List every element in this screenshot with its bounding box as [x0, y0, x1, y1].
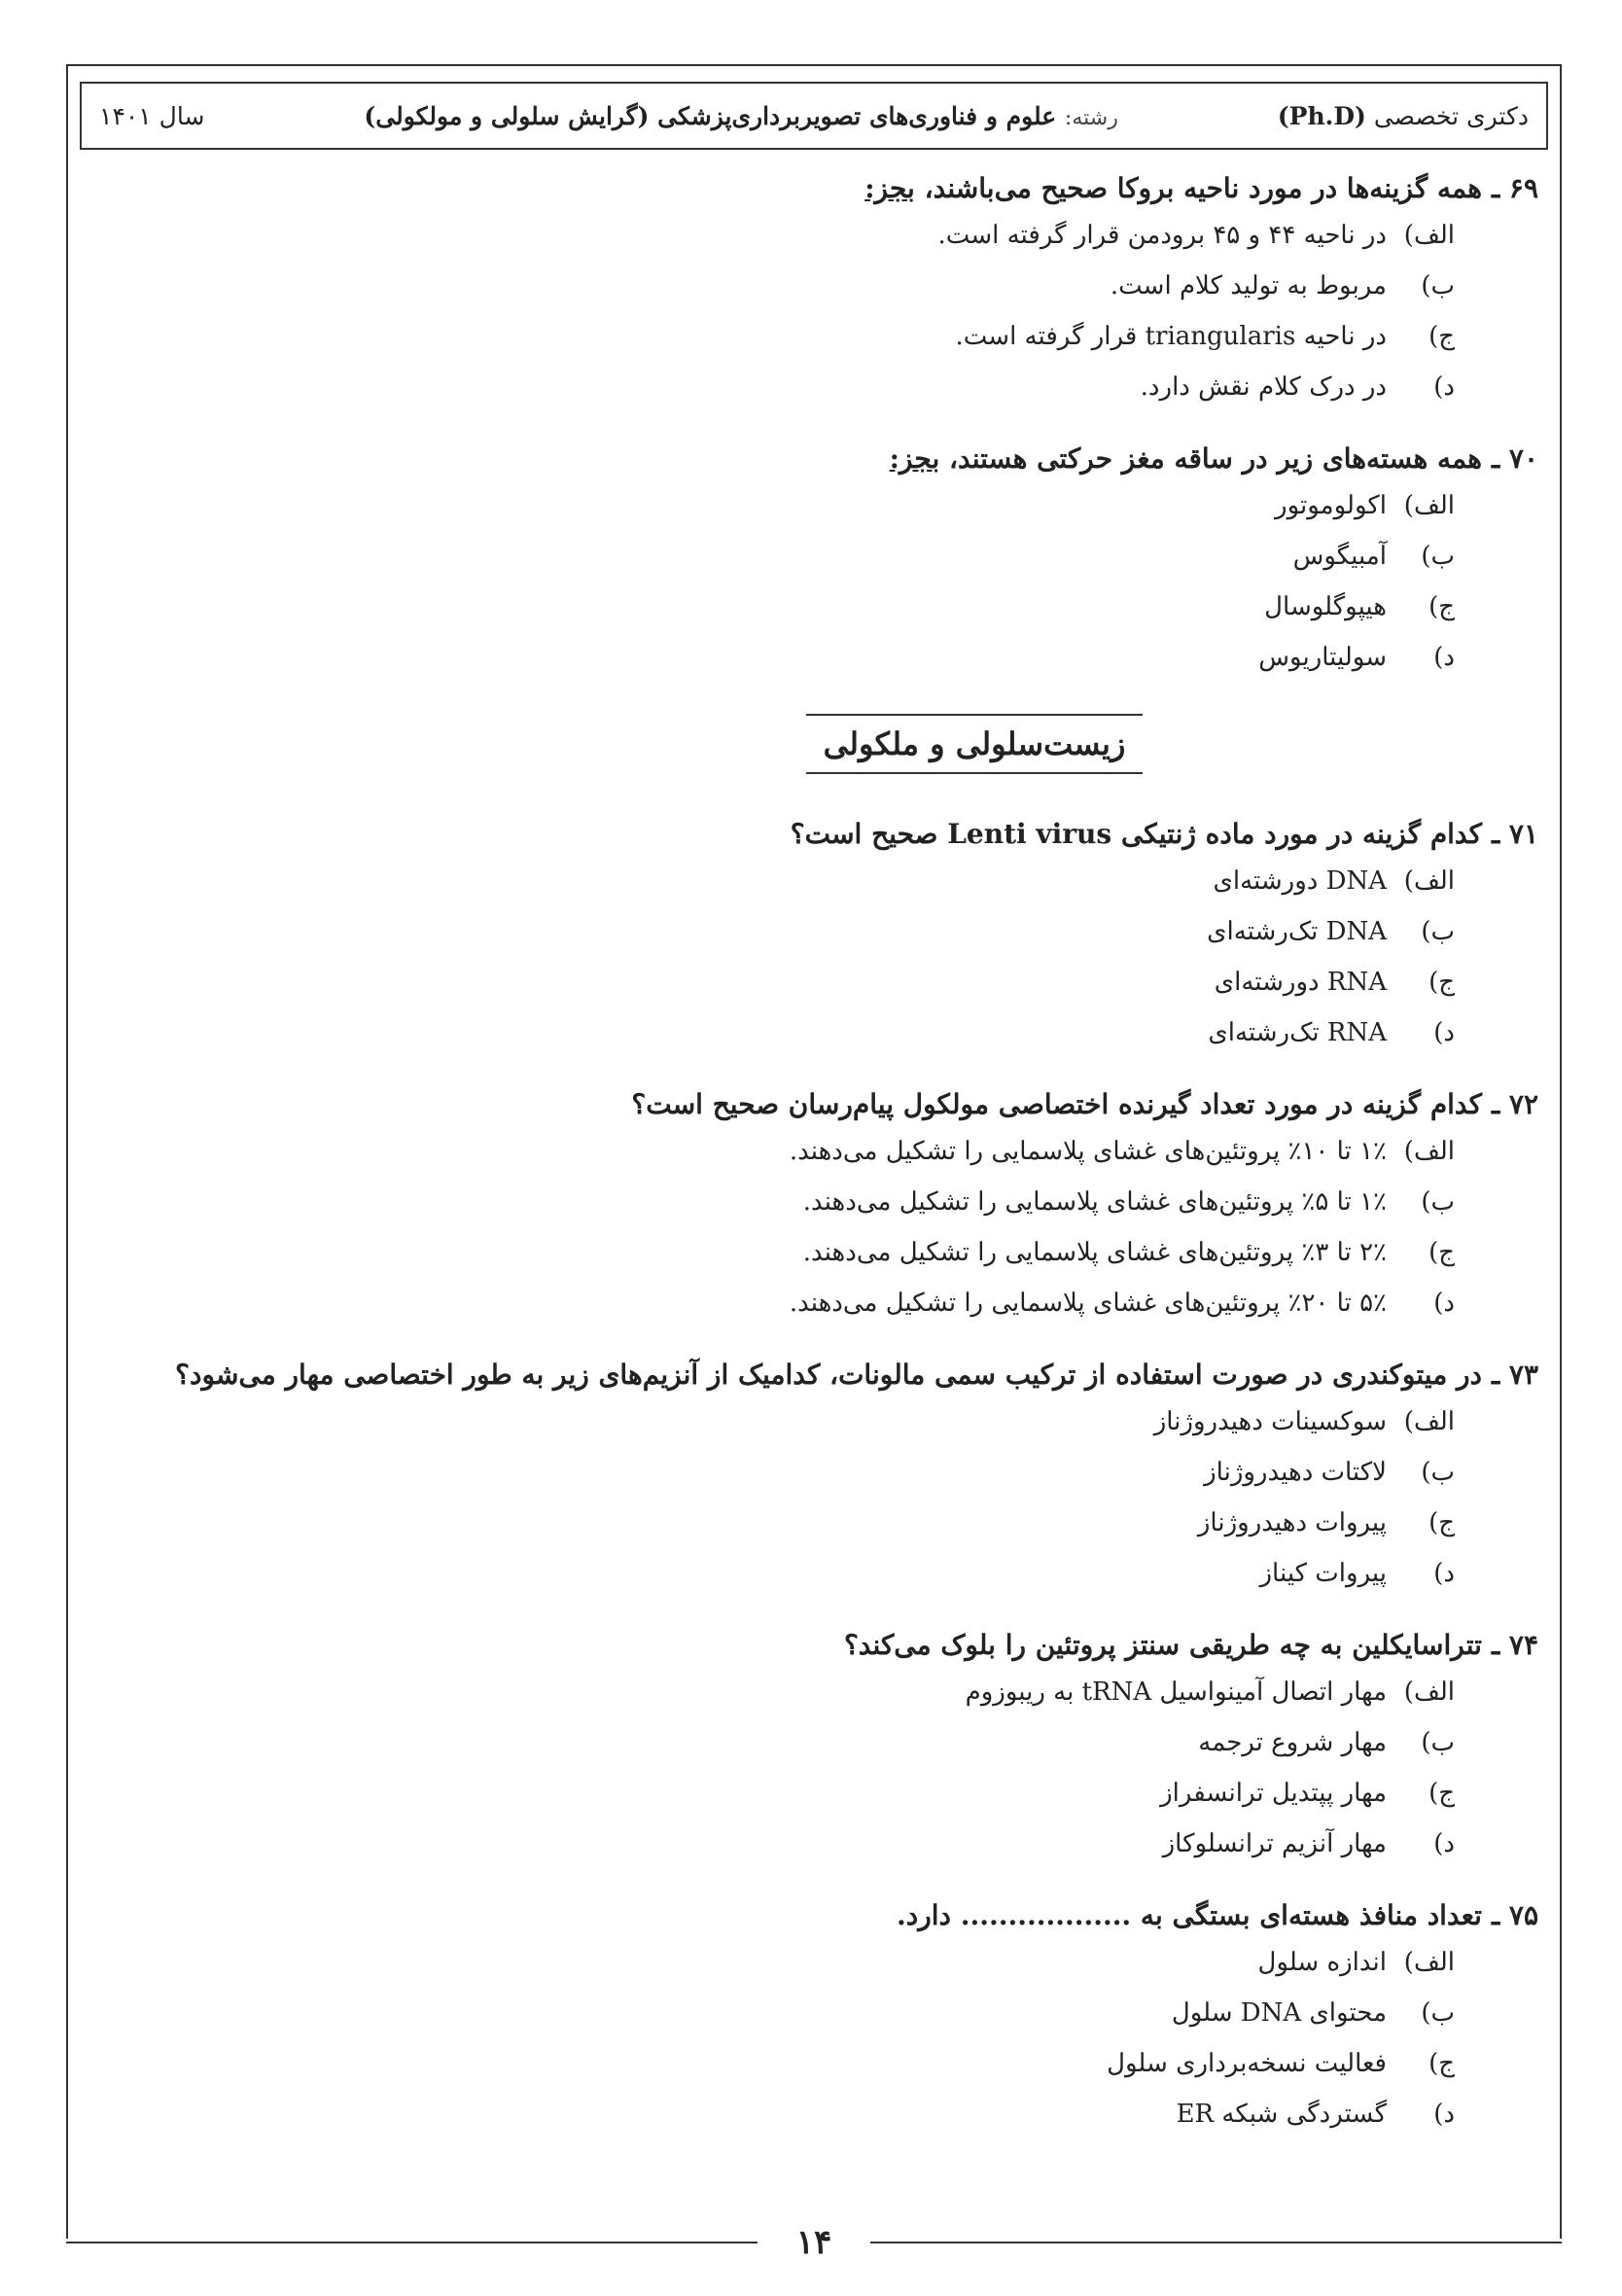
question-number: ۷۲ ـ — [1492, 1083, 1538, 1126]
option-text: فعالیت نسخه‌برداری سلول — [1107, 2049, 1387, 2078]
option-text: RNA تک‌رشته‌ای — [1208, 1018, 1387, 1047]
option-item — [80, 1717, 1538, 1768]
question-0 — [80, 167, 1538, 412]
page-header — [80, 82, 1548, 150]
footer-rule-left — [870, 2242, 1562, 2243]
option-item — [80, 1937, 1538, 1988]
option-item — [80, 1007, 1538, 1058]
page-footer — [66, 2223, 1562, 2262]
option-text: پیروات کیناز — [1259, 1559, 1387, 1588]
option-text: مهار اتصال آمینواسیل tRNA به ریبوزوم — [965, 1678, 1387, 1707]
option-letter: ج) — [1428, 592, 1455, 621]
question-title — [80, 438, 1538, 480]
question-4 — [80, 1894, 1538, 2139]
footer-rule-right — [66, 2242, 758, 2243]
option-letter: الف) — [1403, 1678, 1455, 1707]
option-text: اندازه سلول — [1257, 1948, 1387, 1977]
option-item — [80, 1768, 1538, 1819]
option-item — [80, 531, 1538, 582]
option-text: مهار شروع ترجمه — [1198, 1728, 1387, 1757]
option-text: DNA تک‌رشته‌ای — [1207, 917, 1387, 946]
field-title: رشته: علوم و فناوری‌های تصویربرداری‌پزشکی (گرایش سلولی و مولکولی) — [364, 101, 1118, 130]
option-item — [80, 2089, 1538, 2139]
option-text: مهار آنزیم ترانسلوکاز — [1162, 1829, 1387, 1858]
option-letter: د) — [1433, 643, 1455, 672]
option-item — [80, 261, 1538, 311]
option-text: در ناحیه triangularis قرار گرفته است. — [955, 322, 1387, 351]
question-text: در میتوکندری در صورت استفاده از ترکیب سمی مالونات، کدامیک از آنزیم‌های زیر به طور اختصاصی مهار می‌شود؟ — [175, 1359, 1482, 1391]
question-3 — [80, 1624, 1538, 1869]
option-item — [80, 856, 1538, 906]
question-title — [80, 1083, 1538, 1126]
question-number: ۷۱ ـ — [1492, 813, 1538, 856]
question-emphasis: بجز: — [889, 442, 940, 475]
option-item — [80, 1667, 1538, 1717]
question-title — [80, 1894, 1538, 1937]
option-item — [80, 1396, 1538, 1447]
question-text: کدام گزینه در مورد تعداد گیرنده اختصاصی مولکول پیام‌رسان صحیح است؟ — [631, 1088, 1482, 1120]
option-item — [80, 957, 1538, 1007]
option-item — [80, 480, 1538, 531]
page-number: ۱۴ — [795, 2223, 832, 2262]
option-item — [80, 1177, 1538, 1227]
option-text: محتوای DNA سلول — [1171, 1998, 1387, 2028]
question-title — [80, 813, 1538, 856]
option-text: هیپوگلوسال — [1264, 592, 1387, 621]
exam-year: سال ۱۴۰۱ — [99, 101, 205, 130]
question-number: ۷۰ ـ — [1492, 438, 1538, 480]
question-1 — [80, 1083, 1538, 1328]
option-item — [80, 1988, 1538, 2038]
option-item — [80, 2038, 1538, 2089]
question-text: تعداد منافذ هسته‌ای بستگی به .................. دارد. — [896, 1899, 1482, 1931]
option-item — [80, 210, 1538, 261]
question-number: ۷۵ ـ — [1492, 1894, 1538, 1937]
option-letter: الف) — [1403, 1407, 1455, 1436]
option-letter: ب) — [1421, 917, 1455, 946]
option-item — [80, 1447, 1538, 1498]
questions-content — [80, 167, 1538, 2165]
option-item — [80, 632, 1538, 683]
option-letter: ج) — [1428, 1238, 1455, 1267]
option-letter: ج) — [1428, 968, 1455, 997]
option-letter: د) — [1433, 1829, 1455, 1858]
option-letter: د) — [1433, 1289, 1455, 1318]
option-item — [80, 582, 1538, 632]
question-number: ۶۹ ـ — [1492, 167, 1538, 210]
question-title — [80, 1354, 1538, 1396]
option-text: پیروات دهیدروژناز — [1197, 1508, 1387, 1537]
option-item — [80, 1278, 1538, 1328]
option-letter: ب) — [1421, 271, 1455, 300]
option-letter: د) — [1433, 1018, 1455, 1047]
option-letter: ج) — [1428, 1779, 1455, 1808]
question-title — [80, 1624, 1538, 1667]
option-text: در ناحیه ۴۴ و ۴۵ برودمن قرار گرفته است. — [937, 221, 1387, 250]
option-letter: ج) — [1428, 1508, 1455, 1537]
option-letter: ب) — [1421, 1998, 1455, 2028]
question-text: همه گزینه‌ها در مورد ناحیه بروکا صحیح می‌باشند، بجز: — [864, 172, 1482, 204]
option-letter: د) — [1433, 1559, 1455, 1588]
question-emphasis: بجز: — [864, 172, 915, 204]
degree-label: دکتری تخصصی (Ph.D) — [1277, 101, 1529, 130]
option-text: ۱٪ تا ۱۰٪ پروتئین‌های غشای پلاسمایی را تشکیل می‌دهند. — [789, 1137, 1387, 1166]
option-letter: ب) — [1421, 1458, 1455, 1487]
option-text: مهار پپتدیل ترانسفراز — [1160, 1779, 1387, 1808]
section-heading: زیست‌سلولی و ملکولی — [80, 714, 1538, 774]
option-text: سوکسینات دهیدروژناز — [1153, 1407, 1387, 1436]
option-letter: الف) — [1403, 1948, 1455, 1977]
option-text: در درک کلام نقش دارد. — [1140, 372, 1387, 402]
question-number: ۷۴ ـ — [1492, 1624, 1538, 1667]
question-2 — [80, 1354, 1538, 1599]
option-item — [80, 311, 1538, 362]
option-text: گستردگی شبکه ER — [1176, 2100, 1387, 2129]
question-title — [80, 167, 1538, 210]
option-letter: د) — [1433, 2100, 1455, 2129]
option-letter: الف) — [1403, 866, 1455, 896]
option-letter: ب) — [1421, 1187, 1455, 1217]
option-letter: د) — [1433, 372, 1455, 402]
option-letter: ب) — [1421, 542, 1455, 571]
question-text: کدام گزینه در مورد ماده ژنتیکی Lenti virus صحیح است؟ — [790, 818, 1482, 850]
option-text: ۲٪ تا ۳٪ پروتئین‌های غشای پلاسمایی را تشکیل می‌دهند. — [802, 1238, 1387, 1267]
question-number: ۷۳ ـ — [1492, 1354, 1538, 1396]
option-letter: ج) — [1428, 322, 1455, 351]
option-text: ۵٪ تا ۲۰٪ پروتئین‌های غشای پلاسمایی را تشکیل می‌دهند. — [789, 1289, 1387, 1318]
option-item — [80, 1498, 1538, 1548]
question-1 — [80, 438, 1538, 683]
option-letter: ج) — [1428, 2049, 1455, 2078]
option-item — [80, 1819, 1538, 1869]
option-letter: الف) — [1403, 221, 1455, 250]
option-text: آمبیگوس — [1292, 542, 1387, 571]
option-text: ۱٪ تا ۵٪ پروتئین‌های غشای پلاسمایی را تشکیل می‌دهند. — [802, 1187, 1387, 1217]
option-item — [80, 1227, 1538, 1278]
option-letter: الف) — [1403, 491, 1455, 520]
option-text: DNA دورشته‌ای — [1213, 866, 1387, 896]
option-letter: ب) — [1421, 1728, 1455, 1757]
option-text: RNA دورشته‌ای — [1214, 968, 1387, 997]
option-text: اکولوموتور — [1275, 491, 1387, 520]
option-text: سولیتاریوس — [1258, 643, 1387, 672]
option-item — [80, 1548, 1538, 1599]
option-letter: الف) — [1403, 1137, 1455, 1166]
questions-group-a — [80, 167, 1538, 683]
option-text: مربوط به تولید کلام است. — [1110, 271, 1387, 300]
question-text: همه هسته‌های زیر در ساقه مغز حرکتی هستند، بجز: — [889, 442, 1482, 475]
option-item — [80, 362, 1538, 412]
option-item — [80, 1126, 1538, 1177]
option-item — [80, 906, 1538, 957]
question-0 — [80, 813, 1538, 1058]
option-text: لاکتات دهیدروژناز — [1204, 1458, 1387, 1487]
questions-group-b — [80, 813, 1538, 2139]
question-text: تتراسایکلین به چه طریقی سنتز پروتئین را بلوک می‌کند؟ — [843, 1629, 1482, 1661]
